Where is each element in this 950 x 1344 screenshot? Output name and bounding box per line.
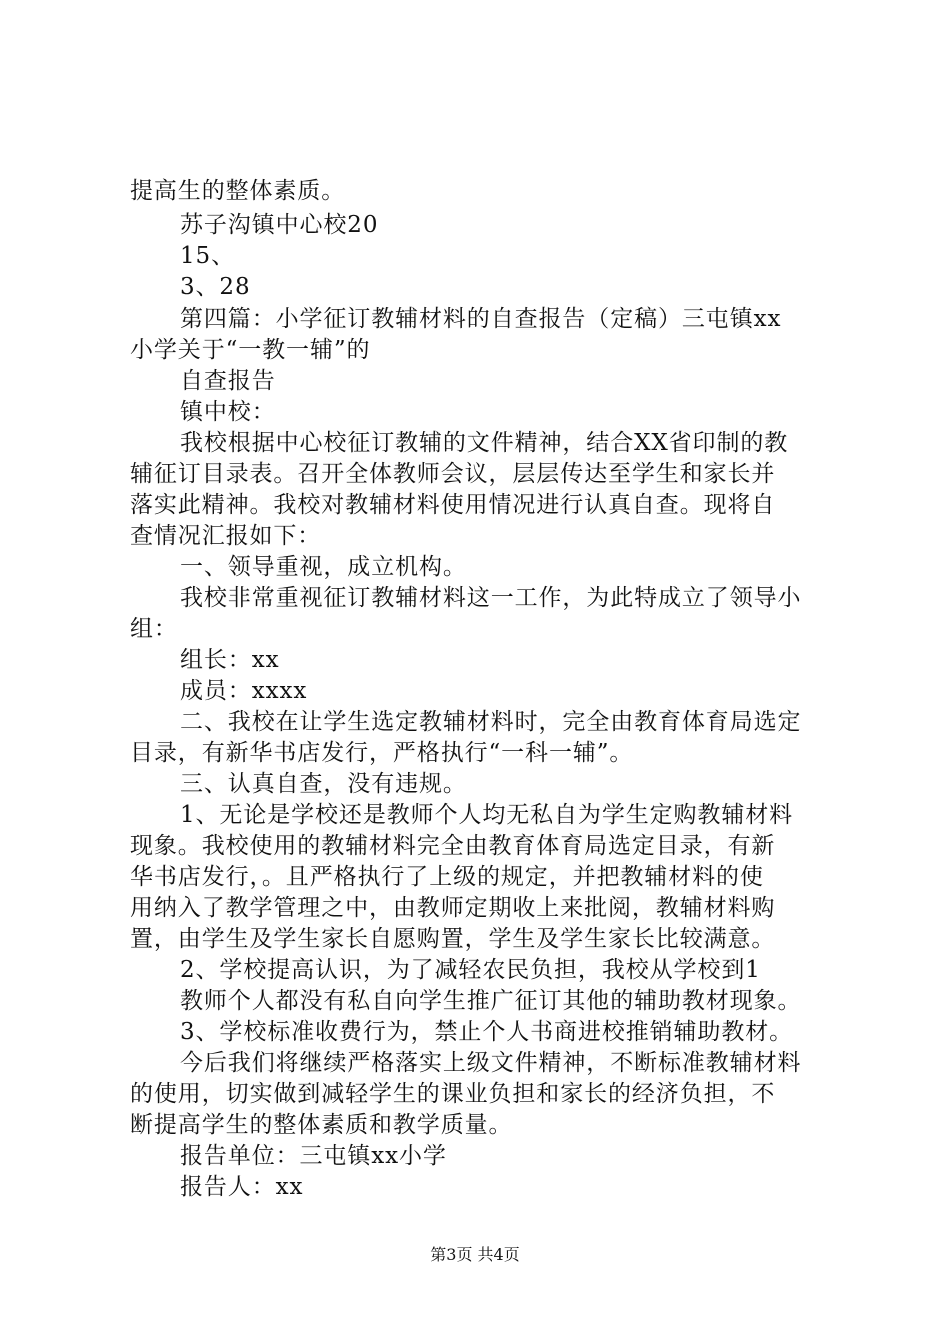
section-heading-continued: 小学关于“一教一辅”的 bbox=[130, 337, 371, 363]
text-line: 成员：xxxx bbox=[180, 678, 308, 704]
text-line: 3、28 bbox=[180, 274, 251, 300]
text-line: 组长：xx bbox=[180, 647, 280, 673]
text-line: 断提高学生的整体素质和教学质量。 bbox=[130, 1112, 513, 1138]
text-line: 苏子沟镇中心校20 bbox=[180, 212, 379, 238]
text-line: 组： bbox=[130, 616, 178, 642]
text-line: 华书店发行，。且严格执行了上级的规定，并把教辅材料的使 bbox=[130, 864, 764, 890]
text-line: 15、 bbox=[180, 243, 235, 269]
text-line: 用纳入了教学管理之中，由教师定期收上来批阅，教辅材料购 bbox=[130, 895, 776, 921]
report-title: 自查报告 bbox=[180, 368, 276, 394]
page-number: 第3页 共4页 bbox=[430, 1245, 520, 1264]
subheading: 二、我校在让学生选定教辅材料时，完全由教育体育局选定 bbox=[180, 709, 802, 735]
signature-unit: 报告单位：三屯镇xx小学 bbox=[180, 1143, 447, 1169]
text-line: 提高生的整体素质。 bbox=[130, 178, 346, 204]
text-line: 我校根据中心校征订教辅的文件精神，结合XX省印制的教 bbox=[180, 430, 789, 456]
text-line: 现象。我校使用的教辅材料完全由教育体育局选定目录，有新 bbox=[130, 833, 776, 859]
text-line: 辅征订目录表。召开全体教师会议，层层传达至学生和家长并 bbox=[130, 461, 776, 487]
text-line: 1、无论是学校还是教师个人均无私自为学生定购教辅材料 bbox=[180, 802, 794, 828]
text-line: 的使用，切实做到减轻学生的课业负担和家长的经济负担，不 bbox=[130, 1081, 776, 1107]
text-line: 落实此精神。我校对教辅材料使用情况进行认真自查。现将自 bbox=[130, 492, 776, 518]
text-line: 2、学校提高认识，为了减轻农民负担，我校从学校到1 bbox=[180, 957, 761, 983]
text-line: 3、学校标准收费行为，禁止个人书商进校推销辅助教材。 bbox=[180, 1019, 794, 1045]
signature-person: 报告人：xx bbox=[180, 1174, 304, 1200]
subheading: 三、认真自查，没有违规。 bbox=[180, 771, 467, 797]
text-line: 教师个人都没有私自向学生推广征订其他的辅助教材现象。 bbox=[180, 988, 802, 1014]
text-line: 目录，有新华书店发行，严格执行“一科一辅”。 bbox=[130, 740, 634, 766]
section-heading: 第四篇：小学征订教辅材料的自查报告（定稿）三屯镇xx bbox=[180, 306, 782, 332]
text-line: 我校非常重视征订教辅材料这一工作，为此特成立了领导小 bbox=[180, 585, 802, 611]
text-line: 今后我们将继续严格落实上级文件精神，不断标准教辅材料 bbox=[180, 1050, 802, 1076]
text-line: 置，由学生及学生家长自愿购置，学生及学生家长比较满意。 bbox=[130, 926, 776, 952]
text-line: 查情况汇报如下： bbox=[130, 523, 322, 549]
salutation: 镇中校： bbox=[180, 399, 276, 425]
subheading: 一、领导重视，成立机构。 bbox=[180, 554, 467, 580]
